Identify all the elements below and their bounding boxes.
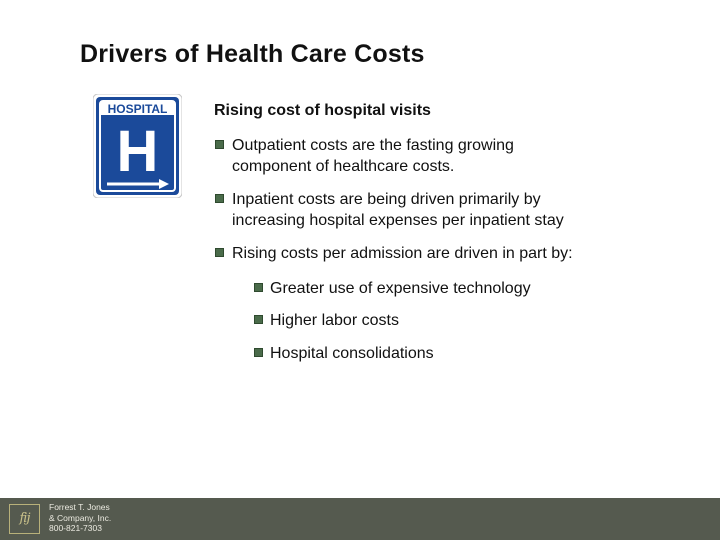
sub-bullet-technology (214, 278, 684, 299)
hospital-sign-icon (93, 94, 182, 198)
bullet-inpatient (214, 189, 684, 231)
company-logo-icon: fij (9, 504, 40, 534)
company-name-line2: & Company, Inc. (49, 512, 112, 523)
section-heading: Rising cost of hospital visits (214, 102, 431, 119)
sub-bullet-text: Greater use of expensive technology (270, 280, 531, 297)
bullet-square-icon (215, 140, 224, 149)
footer-company-info (49, 502, 111, 534)
bullet-square-icon (254, 283, 263, 292)
bullet-square-icon (254, 348, 263, 357)
bullet-square-icon (254, 315, 263, 324)
bullet-text-line: Outpatient costs are the fasting growing (232, 137, 514, 154)
bullet-text-line: Rising costs per admission are driven in part by: (232, 245, 573, 262)
sub-bullet-consolidations (214, 343, 684, 364)
company-name-line1: Forrest T. Jones (49, 502, 110, 512)
sign-label: HOSPITAL (107, 102, 168, 116)
company-phone: 800-821-7303 (49, 523, 102, 533)
bullet-text-line: increasing hospital expenses per inpatient stay (232, 212, 564, 229)
bullet-square-icon (215, 194, 224, 203)
bullet-text-line: component of healthcare costs. (232, 158, 455, 175)
bullet-square-icon (215, 248, 224, 257)
bullet-admission (214, 243, 684, 264)
sub-bullet-text: Higher labor costs (270, 312, 399, 329)
sub-bullet-labor (214, 310, 684, 331)
slide-title: Drivers of Health Care Costs (80, 40, 425, 68)
content-area (214, 101, 684, 364)
sub-bullet-text: Hospital consolidations (270, 345, 434, 362)
sign-letter: H (116, 119, 159, 184)
bullet-text-line: Inpatient costs are being driven primarily by (232, 191, 541, 208)
bullet-outpatient (214, 135, 684, 177)
